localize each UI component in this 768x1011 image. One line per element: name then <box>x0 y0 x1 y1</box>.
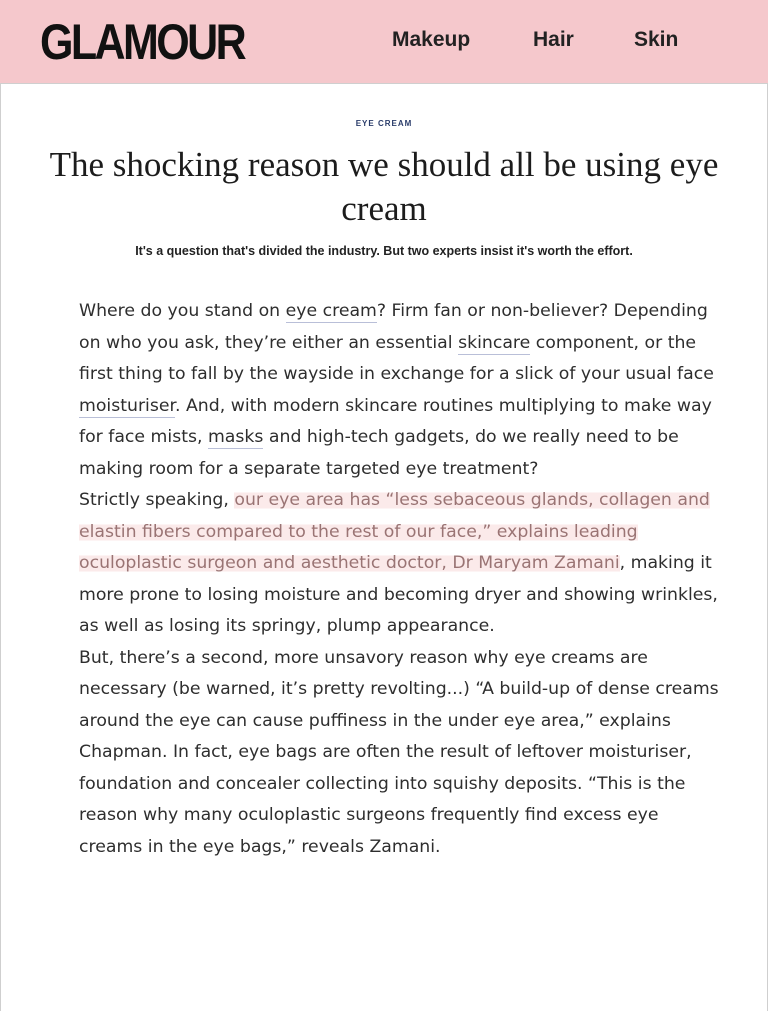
highlighted-quote[interactable]: our eye area has “less sebaceous glands, collagen and elastin fibers compared to the rest of our face,” explains leading oculoplastic surgeon and aesthetic doctor, Dr Maryam Zamani <box>79 490 710 573</box>
paragraph-3: But, there’s a second, more unsavory reason why eye creams are necessary (be warned, it’s pretty revolting...) “A build-up of dense creams around the eye can cause puffiness in the under eye area,” explains Chapman. In fact, eye bags are often the result of leftover moisturiser, foundation and concealer collecting into squishy deposits. “This is the reason why many oculoplastic surgeons frequently find excess eye creams in the eye bags,” reveals Zamani. <box>79 647 719 857</box>
text-span: ? Firm fan or non-believer? Depending on who you ask, they’re either an essential <box>79 301 708 353</box>
category-tag[interactable]: EYE CREAM <box>355 119 413 128</box>
paragraph-2 <box>79 485 719 643</box>
article-title: The shocking reason we should all be using eye cream <box>49 145 719 228</box>
glamour-logo[interactable]: GLAMOUR <box>40 14 245 70</box>
link-skincare[interactable]: skincare <box>458 332 531 353</box>
paragraph-1 <box>79 296 719 485</box>
article-body <box>79 296 719 863</box>
nav-item-skin[interactable]: Skin <box>634 28 679 51</box>
text-span: and high-tech gadgets, do we really need to be making room for a separate targeted eye treatment? <box>79 427 679 479</box>
text-span: Where do you stand on <box>79 301 286 321</box>
text-span: . And, with modern skincare routines multiplying to make way for face mists, <box>79 395 712 447</box>
text-span: Strictly speaking, <box>79 490 235 510</box>
link-eye-cream[interactable]: eye cream <box>285 301 377 321</box>
text-span: , making it more prone to losing moisture and becoming dryer and showing wrinkles, as well as losing its springy, plump appearance. <box>79 553 718 636</box>
link-masks[interactable]: masks <box>207 427 264 447</box>
link-moisturiser[interactable]: moisturiser <box>79 395 175 416</box>
text-span: component, or the first thing to fall by the wayside in exchange for a slick of your usual face <box>79 332 714 384</box>
article-subtitle: It's a question that's divided the industry. But two experts insist it's worth the effort. <box>135 244 633 258</box>
nav-item-makeup[interactable]: Makeup <box>392 28 471 51</box>
site-header <box>0 0 768 84</box>
nav-item-hair[interactable]: Hair <box>533 28 574 51</box>
